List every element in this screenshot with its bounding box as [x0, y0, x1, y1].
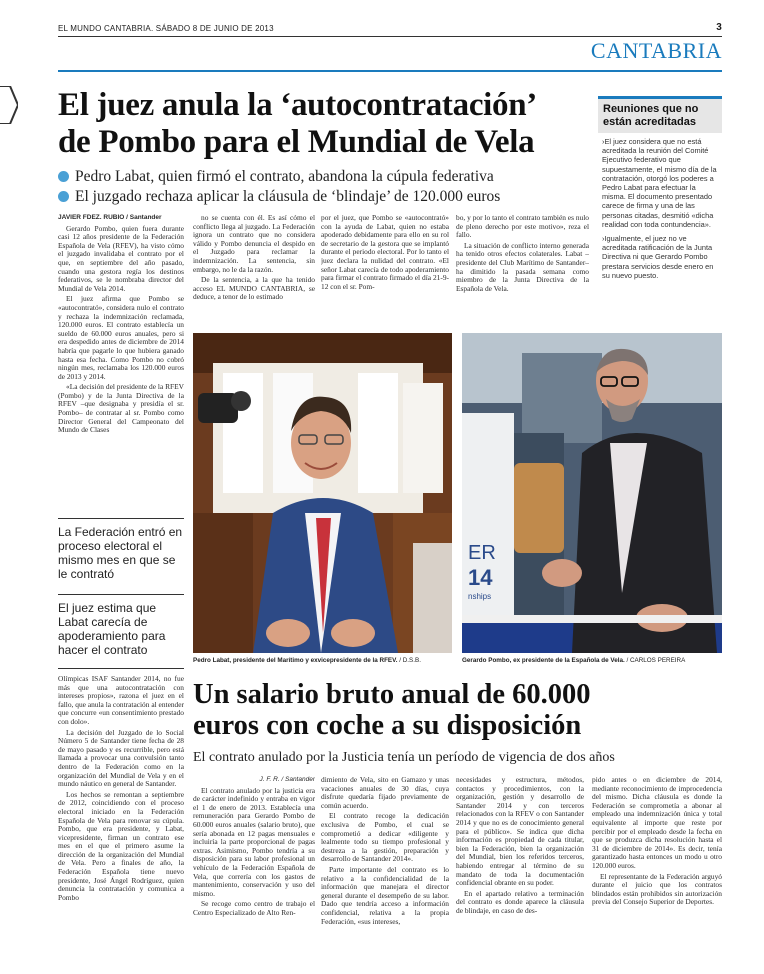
sidebar-title: Reuniones que no están acreditadas	[598, 96, 722, 133]
subhead-2: El juzgado rechaza aplicar la cláusula de ‘blindaje’ de 120.000 euros	[58, 187, 598, 206]
photo-pedro-labat-image	[193, 333, 452, 653]
section-rule	[58, 70, 722, 72]
subhead-1: Pedro Labat, quien firmó el contrato, abandona la cúpula federativa	[58, 167, 598, 186]
section-title: CANTABRIA	[590, 38, 722, 63]
masthead-date: EL MUNDO CANTABRIA. SÁBADO 8 DE JUNIO DE 2013	[58, 24, 274, 33]
photo-caption-right: Gerardo Pombo, ex presidente de la Española de Vela. / CARLOS PEREIRA	[462, 657, 686, 664]
article2-byline: J. F. R. / Santander	[259, 776, 315, 783]
article2-headline-line-1: Un salario bruto anual de 60.000	[193, 679, 591, 710]
headline-line-2: de Pombo para el Mundial de Vela	[58, 124, 535, 160]
main-headline	[58, 87, 598, 161]
article1-column-lower: Olímpicas ISAF Santander 2014, no fue más que una autocontratación con intereses propios», razona el juez en el fallo, que anula la contratación al entender que concurre «un consentimiento prestado con dolo». La decisión del Juzgado de lo Social Número 5 de Santander tiene fecha de 28 de mayo pasado y es recurrible, pero está llamada a provocar una convulsión tanto dentro de la Federación como en la organización del Mundial de Vela y en el mundo náutico en general de Santander. Los hechos se remontan a septiembre de 2012, coincidiendo con el proceso electoral iniciado en la Federación Española de Vela para renovar su cúpula. Pombo, que era presidente, y Labat, vicepresidente, firman un contrato ese mes en el que el primero asume la dirección de la organización del Mundial de Vela. Pero a finales de año, la Federación Española tiene nuevo presidente, José Ángel Rodríguez, quien denuncia la contratación y comunica a Pombo	[58, 675, 184, 902]
photo-gerardo-pombo	[462, 333, 722, 653]
article2-headline	[193, 679, 721, 741]
arrow-marker-icon	[0, 86, 18, 124]
bullet-dot-icon	[58, 171, 69, 182]
photo-pedro-labat	[193, 333, 452, 653]
sidebar-box	[598, 96, 722, 314]
article1-column-2: no se cuenta con él. Es así cómo el conflicto llega al juzgado. La Federación ignora un contrato que no considera válido y Pombo denuncia el despido en el Juzgado para reclamar la indemnización. La sentencia, sin embargo, no le da la razón. De la sentencia, a la que ha tenido acceso EL MUNDO CANTABRIA, se deduce, a tenor de lo estimado	[193, 214, 315, 302]
sidebar-body	[598, 133, 722, 280]
banner-text-2: 14	[468, 565, 493, 590]
banner-text-3: nships	[468, 592, 492, 601]
article1-column-4: bo, y por lo tanto el contrato también es nulo de pleno derecho por este motivo», reza el fallo. La situación de conflicto interno generada ha tenido otros efectos colaterales. Labat –presidente del Club Marítimo de Santander– ha dimitido la pasada semana como miembro de la Junta Directiva de la Española de Vela.	[456, 214, 589, 293]
bullet-dot-icon	[58, 191, 69, 202]
article2-column-3: necesidades y estructura, métodos, contactos y procedimientos, con la organización, gestión y desarrollo de Santander 2014 y con terceros relacionados con la RFEV o con Santander 2014 y que no es de conocimiento general para el público». Se indica que dicha información es propiedad de cada titular, bien la Federación, bien la organización del Mundial, bien los referidos terceros, habiendo entregar al término de su mandato de toda la documentación confidencial obrante en su poder. En el apartado relativo a terminación del contrato es donde aparece la cláusula de blindaje, en caso de des-	[456, 776, 584, 915]
pull-quote-2: El juez estima que Labat carecía de apoderamiento para hacer el contrato	[58, 594, 184, 657]
headline-line-1: El juez anula la ‘autocontratación’	[58, 87, 537, 123]
article1-column-1: JAVIER FDEZ. RUBIO / Santander Gerardo Pombo, quien fuera durante casi 12 años presidente de la Federación Española de Vela (RFEV), ha visto cómo el juzgado invalidaba el contrato por el que, en septiembre del año pasado, cuando una gestora regía los destinos federativos, se le nombraba director del Mundial de Vela 2014. El juez afirma que Pombo se «autocontrató», considera nulo el contrato y rechaza la indemnización reclamada, 120.000 euros. El contrato establecía un sueldo de 60.000 euros anuales, pero si era despedido antes de diciembre de 2014 habría que pagarle lo que hubiera ganado hasta esa fecha. Como Pombo no cobró ningún mes, reclamaba los 120.000 euros de 2013 y 2014. «La decisión del presidente de la RFEV (Pombo) y de la Junta Directiva de la RFEV –que designaba y presidía el sr. Pombo– de contratar al sr. Pombo como Director General del Campeonato del Mundo de Clases	[58, 214, 184, 435]
article2-column-1: J. F. R. / Santander El contrato anulado por la justicia era de carácter indefinido y entraba en vigor el 1 de enero de 2013. Establecía una remuneración para Gerardo Pombo de 60.000 euros anuales (salario bruto), que sería abonada en 12 pagas mensuales e incluiría la parte proporcional de pagas extras. Asimismo, Pombo tendría a su disposición para su labor profesional un vehículo de la Federación Española de Vela, que correría con los gastos de mantenimiento, conservación y uso del mismo. Se recoge como centro de trabajo el Centro Especializado de Alto Ren-	[193, 776, 315, 917]
column-divider	[58, 668, 184, 669]
page-number: 3	[716, 22, 722, 33]
photo-gerardo-pombo-image	[462, 333, 722, 653]
photo-caption-left: Pedro Labat, presidente del Marítimo y exvicepresidente de la RFEV. / D.S.B.	[193, 657, 421, 664]
article2-headline-line-2: euros con coche a su disposición	[193, 710, 582, 741]
article1-column-3: por el juez, que Pombo se «autocontrató» con la ayuda de Labat, quien no estaba apoderado debidamente para ello en su rol de secretario de la gestora que se implantó durante el periodo electoral. Por lo tanto el juez declara la nulidad del contrato. «El señor Labat carecía de todo apoderamiento para firmar el contrato firmado el día 21-9-12 con el sr. Pom-	[321, 214, 449, 291]
article2-subhead: El contrato anulado por la Justicia tenía un período de vigencia de dos años	[193, 750, 615, 765]
masthead	[58, 22, 722, 37]
article1-byline: JAVIER FDEZ. RUBIO / Santander	[58, 214, 162, 221]
article2-column-2: dimiento de Vela, sito en Gamazo y unas vacaciones anuales de 30 días, cuya disfrute quedaría fijado previamente de común acuerdo. El contrato recoge la dedicación exclusiva de Pombo, el cual se comprometió a dedicar «diligente y lealmente todo su tiempo profesional y destreza a la gestión, preparación y desarrollo de Santander 2014». Parte importante del contrato es lo relativo a la confidencialidad de la información que manejara el director general durante el desempeño de su labor. Dado que tendría acceso a información confidencial, relativa a la propia Federación, «sus intereses,	[321, 776, 449, 926]
article2-column-4: pido antes o en diciembre de 2014, mediante reconocimiento de improcedencia del mismo. Dicha cláusula es donde la Federación se comprometía a abonar al empleado una indemnización única y total equivalente al importe que reste por percibir por el empleado desde la fecha en que se produzca dicha resolución hasta el 31 de diciembre de 2014». Es decir, tenía garantizado hasta entonces un modo u otro 120.000 euros. El representante de la Federación arguyó durante el juicio que los contratos blindados están prohibidos sin autorización previa del Consejo Superior de Deportes.	[592, 776, 722, 907]
sidebar-item: ›Igualmente, el juez no ve acreditada ratificación de la Junta Directiva ni que Gerardo Pombo prestara servicios desde enero en su nuevo puesto.	[602, 234, 714, 280]
sidebar-item: ›El juez considera que no está acreditada la reunión del Comité Ejecutivo federativo que supuestamente, el mismo día de la contratación, otorgó los poderes a Pedro Labat para efectuar la misma. El documento presentado carece de firma y una de las personas citadas, desmitió «dicha realidad con toda contundencia».	[602, 137, 717, 229]
banner-text-1: ER	[468, 542, 496, 564]
pull-quote-1: La Federación entró en proceso electoral el mismo mes en que se le contrató	[58, 518, 184, 581]
